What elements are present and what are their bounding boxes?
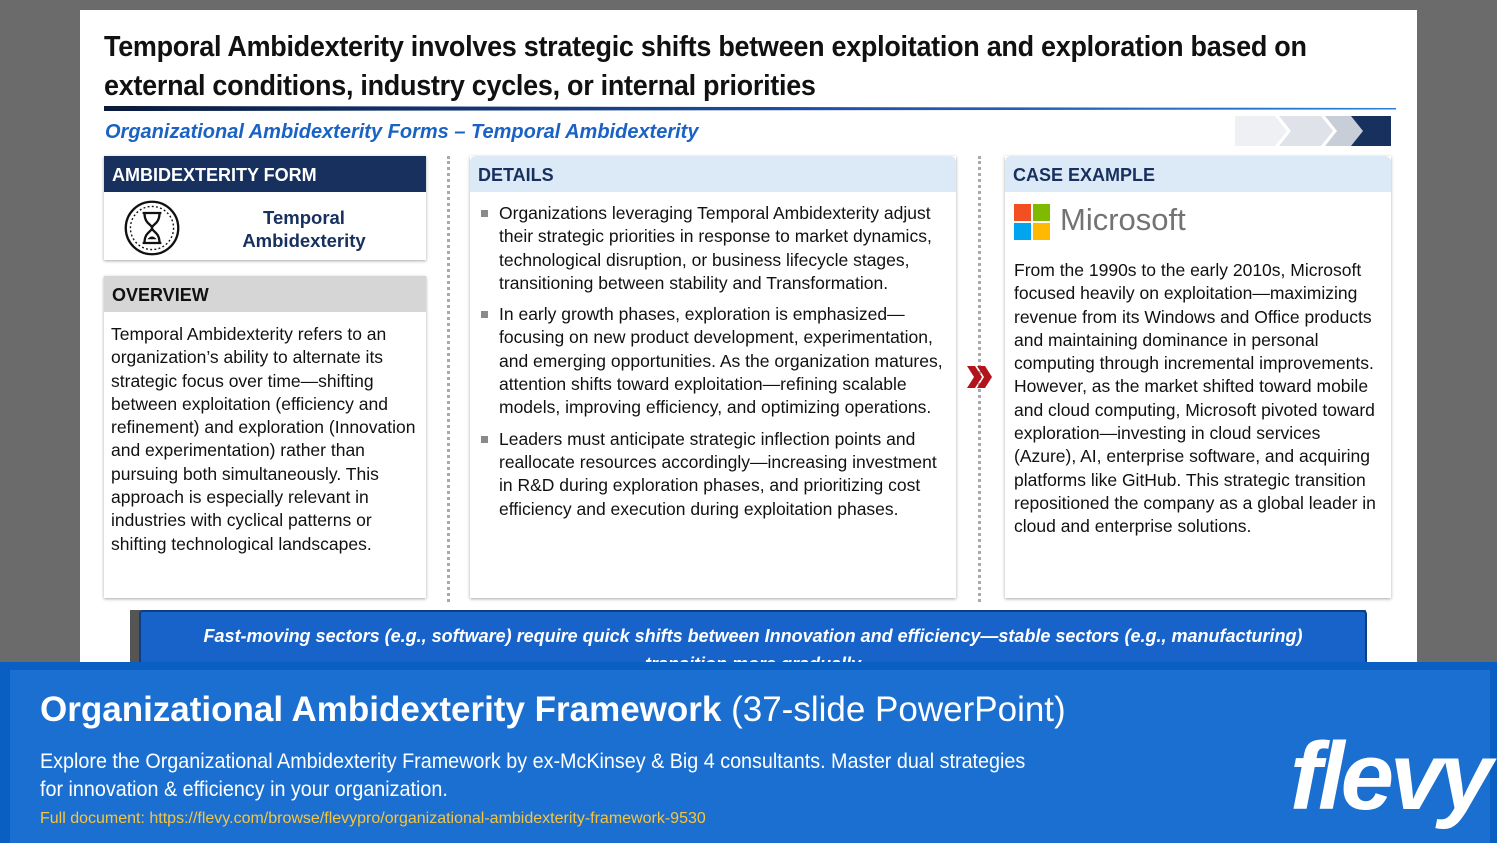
form-card [104, 156, 426, 260]
microsoft-wordmark: Microsoft [1060, 202, 1186, 237]
form-header: AMBIDEXTERITY FORM [104, 156, 426, 192]
overview-header: OVERVIEW [104, 276, 426, 312]
decorative-chevrons-icon [1235, 116, 1391, 146]
form-name-line-2: Ambidexterity [242, 230, 366, 251]
details-bullet: Leaders must anticipate strategic inflection points and reallocate resources accordingly—increasing investment in R&D during exploration phases, and prioritizing cost efficiency and execution during exploitation phases. [477, 428, 949, 521]
double-chevron-right-icon [967, 366, 993, 388]
callout-banner: Fast-moving sectors (e.g., software) require quick shifts between Innovation and efficiency—stable sectors (e.g., manufacturing) [139, 610, 1367, 670]
slide [80, 10, 1417, 670]
details-bullet: Organizations leveraging Temporal Ambidexterity adjust their strategic priorities in response to market dynamics, technological disruption, or business lifecycle stages, transitioning between stability and Transformation. [477, 202, 949, 295]
section-subtitle: Organizational Ambidexterity Forms – Temporal Ambidexterity [105, 121, 699, 143]
details-list [477, 202, 949, 529]
overview-text: Temporal Ambidexterity refers to an organization’s ability to alternate its strategic focus over time—shifting between exploitation (efficiency and refinement) and exploration (Innovation and experimentation) rather than pursuing both simultaneously. This approach is especially relevant in industries with cyclical patterns or shifting technological landscapes. [111, 324, 416, 554]
details-bullet: In early growth phases, exploration is emphasized—focusing on new product development, experimentation, and emerging opportunities. As the organization matures, attention shifts toward exploitation—refining scalable models, improving efficiency, and optimizing operations. [477, 303, 949, 419]
title-underline [104, 106, 1396, 111]
footer-title-main: Organizational Ambidexterity Framework [40, 690, 722, 729]
footer-description: Explore the Organizational Ambidexterity Framework by ex-McKinsey & Big 4 consultants. Master dual strategies for innovation & efficiency in your organization. [40, 750, 1026, 801]
page-title-line-2: external conditions, industry cycles, or internal priorities [104, 70, 816, 102]
details-header: DETAILS [470, 156, 956, 192]
footer-link[interactable]: Full document: https://flevy.com/browse/flevypro/organizational-ambidexterity-framework-9530 [40, 810, 706, 827]
overview-card [104, 276, 426, 598]
details-card [470, 156, 956, 598]
page-title [104, 28, 1307, 106]
divider-left [447, 156, 450, 602]
page-title-line-1: Temporal Ambidexterity involves strategic shifts between exploitation and exploration based on [104, 31, 1307, 63]
case-card [1005, 156, 1391, 598]
footer-title [40, 690, 1066, 730]
flevy-logo: flevy [1290, 723, 1489, 830]
case-header: CASE EXAMPLE [1005, 156, 1391, 192]
footer-title-suffix: (37-slide PowerPoint) [721, 690, 1066, 729]
form-name-line-1: Temporal [263, 207, 345, 228]
microsoft-windows-icon [1014, 204, 1050, 240]
case-text: From the 1990s to the early 2010s, Microsoft focused heavily on exploitation—maximizing revenue from its Windows and Office products and maintaining dominance in personal computing through incremental improvements. However, as the market shifted toward mobile and cloud computing, Microsoft pivoted toward exploration—investing in cloud services (Azure), AI, enterprise software, and acquiring platforms like GitHub. This strategic transition repositioned the company as a global leader in cloud and enterprise solutions. [1014, 260, 1376, 537]
form-name [216, 206, 392, 252]
hourglass-icon [122, 198, 182, 258]
